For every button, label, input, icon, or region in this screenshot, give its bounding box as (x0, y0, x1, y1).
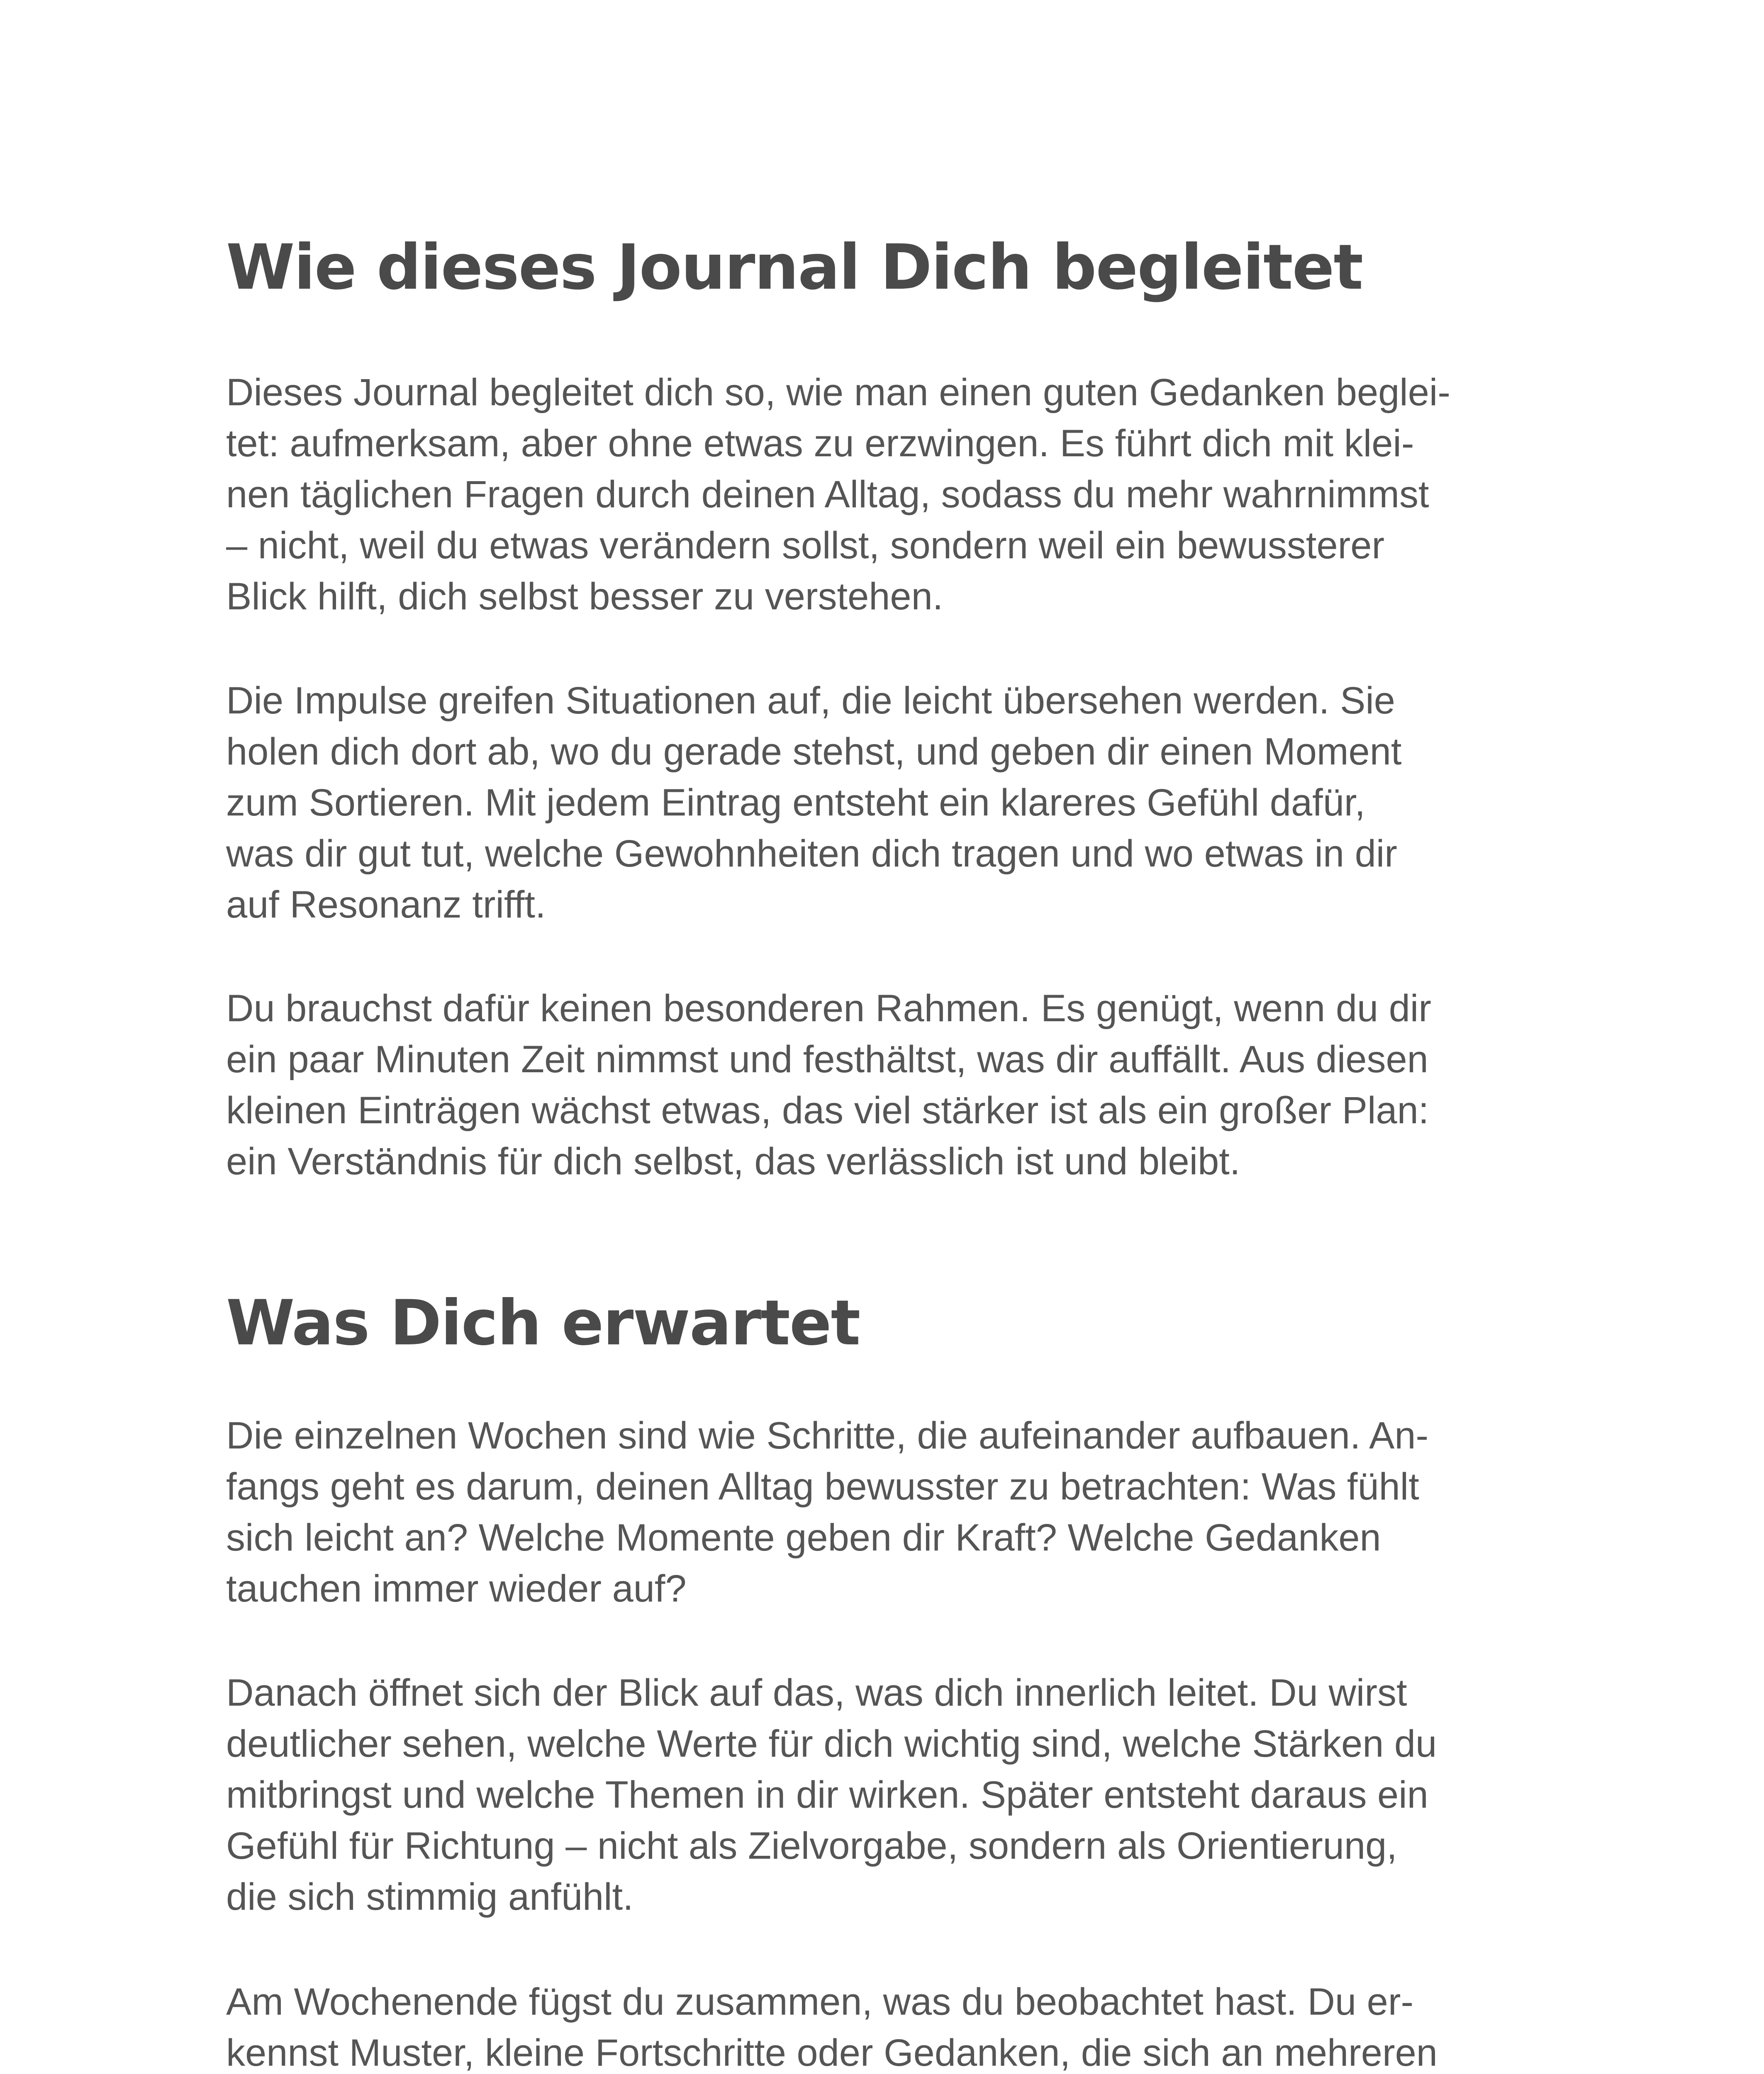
section-heading: Was Dich erwartet (226, 1287, 860, 1359)
section-what-to-expect (226, 1288, 1554, 1358)
paragraph: Du brauchst dafür keinen besonderen Rahmen. Es genügt, wenn du dir ein paar Minuten Zeit nimmst und festhältst, was dir auffällt. Aus diesen kleinen Einträgen wächst etwas, das viel stärker ist als ein großer Plan: ein Verständnis für dich selbst, das verlässlich ist und bleibt. (226, 987, 1431, 1183)
paragraph: Dieses Journal begleitet dich so, wie man einen guten Gedanken beglei- tet: aufmerksam, aber ohne etwas zu erzwingen. Es führt dich mit klei- nen täglichen Fragen durch deinen Alltag, sodass du mehr wahrnimmst – nicht, weil du etwas verändern sollst, sondern weil ein bewussterer Blick hilft, dich selbst besser zu verstehen. (226, 371, 1450, 618)
paragraph: Die einzelnen Wochen sind wie Schritte, die aufeinander aufbauen. An- fangs geht es darum, deinen Alltag bewusster zu betrachten: Was fühlt sich leicht an? Welche Momente geben dir Kraft? Welche Gedanken tauchen immer wieder auf? (226, 1414, 1429, 1610)
paragraph: Am Wochenende fügst du zusammen, was du beobachtet hast. Du er- kennst Muster, kleine Fortschritte oder Gedanken, die sich an mehreren (226, 1981, 1438, 2074)
section-what-to-expect-body (226, 1410, 1554, 1614)
section-journal-intro-body (226, 983, 1554, 1187)
section-journal-intro-body (226, 367, 1554, 622)
paragraph: Die Impulse greifen Situationen auf, die leicht übersehen werden. Sie holen dich dort ab, wo du gerade stehst, und geben dir einen Moment zum Sortieren. Mit jedem Eintrag entsteht ein klareres Gefühl dafür, was dir gut tut, welche Gewohnheiten dich tragen und wo etwas in dir auf Resonanz trifft. (226, 679, 1402, 926)
section-what-to-expect-body (226, 1667, 1554, 1923)
section-journal-intro (226, 232, 1554, 303)
section-journal-intro-body (226, 675, 1554, 930)
section-what-to-expect-body (226, 1977, 1554, 2074)
paragraph: Danach öffnet sich der Blick auf das, was dich innerlich leitet. Du wirst deutlicher sehen, welche Werte für dich wichtig sind, welche Stärken du mitbringst und welche Themen in dir wirken. Später entsteht daraus ein Gefühl für Richtung – nicht als Zielvorgabe, sondern als Orientierung, die sich stimmig anfühlt. (226, 1672, 1437, 1918)
section-heading: Wie dieses Journal Dich begleitet (226, 231, 1363, 304)
